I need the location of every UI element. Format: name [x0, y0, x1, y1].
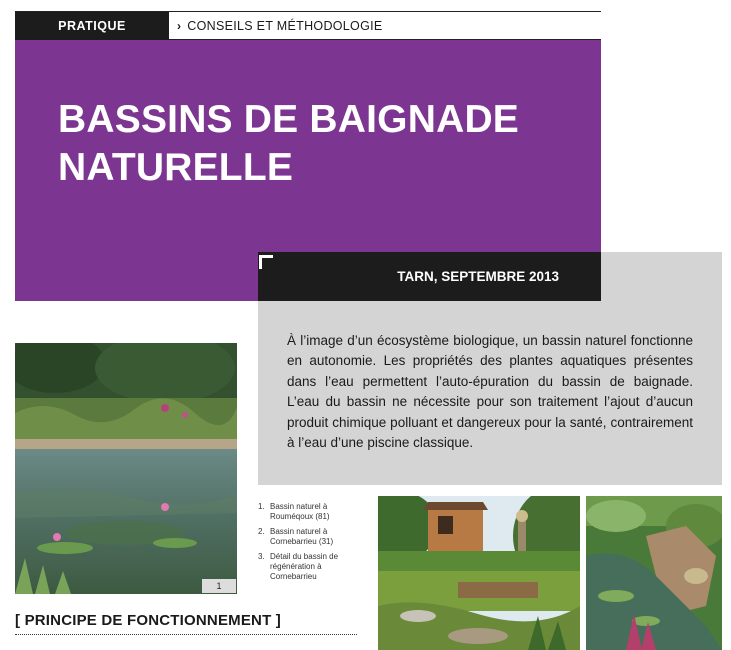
photo-captions	[258, 502, 368, 587]
date-banner	[258, 252, 601, 301]
caption-item: 3. Détail du bassin de régénération à Cornebarrieu	[258, 552, 339, 581]
photo-pool-roumegoux	[15, 343, 237, 594]
intro-paragraph: À l’image d’un écosystème biologique, un bassin naturel fonctionne en autonomie. Les propriétés des plantes aquatiques présentes dans l’eau permettent l’auto-épuration du bassin de baignade. L’eau du bassin ne nécessite pour son traitement l’ajout d’aucun produit chimique polluant et dangereux pour la santé, contrairement à l’eau d’une piscine classique.	[287, 333, 693, 451]
caption-item: 1. Bassin naturel à Rouméqoux (81)	[258, 502, 330, 521]
section-rule	[15, 634, 357, 635]
page-title: BASSINS DE BAIGNADE NATURELLE	[58, 98, 520, 189]
photo-pool-cornebarrieu	[378, 496, 580, 650]
breadcrumb	[177, 12, 383, 40]
breadcrumb-label: CONSEILS ET MÉTHODOLOGIE	[187, 19, 383, 33]
caption-item: 2. Bassin naturel à Cornebarrieu (31)	[258, 527, 334, 546]
section-tag: PRATIQUE	[15, 12, 169, 40]
photo-regeneration-detail	[586, 496, 722, 650]
date-line: TARN, SEPTEMBRE 2013	[397, 269, 559, 284]
photo-number: 1	[202, 579, 236, 593]
corner-mark-icon	[259, 255, 273, 269]
chevron-right-icon: ›	[177, 19, 182, 33]
section-heading: [ PRINCIPE DE FONCTIONNEMENT ]	[15, 612, 282, 629]
